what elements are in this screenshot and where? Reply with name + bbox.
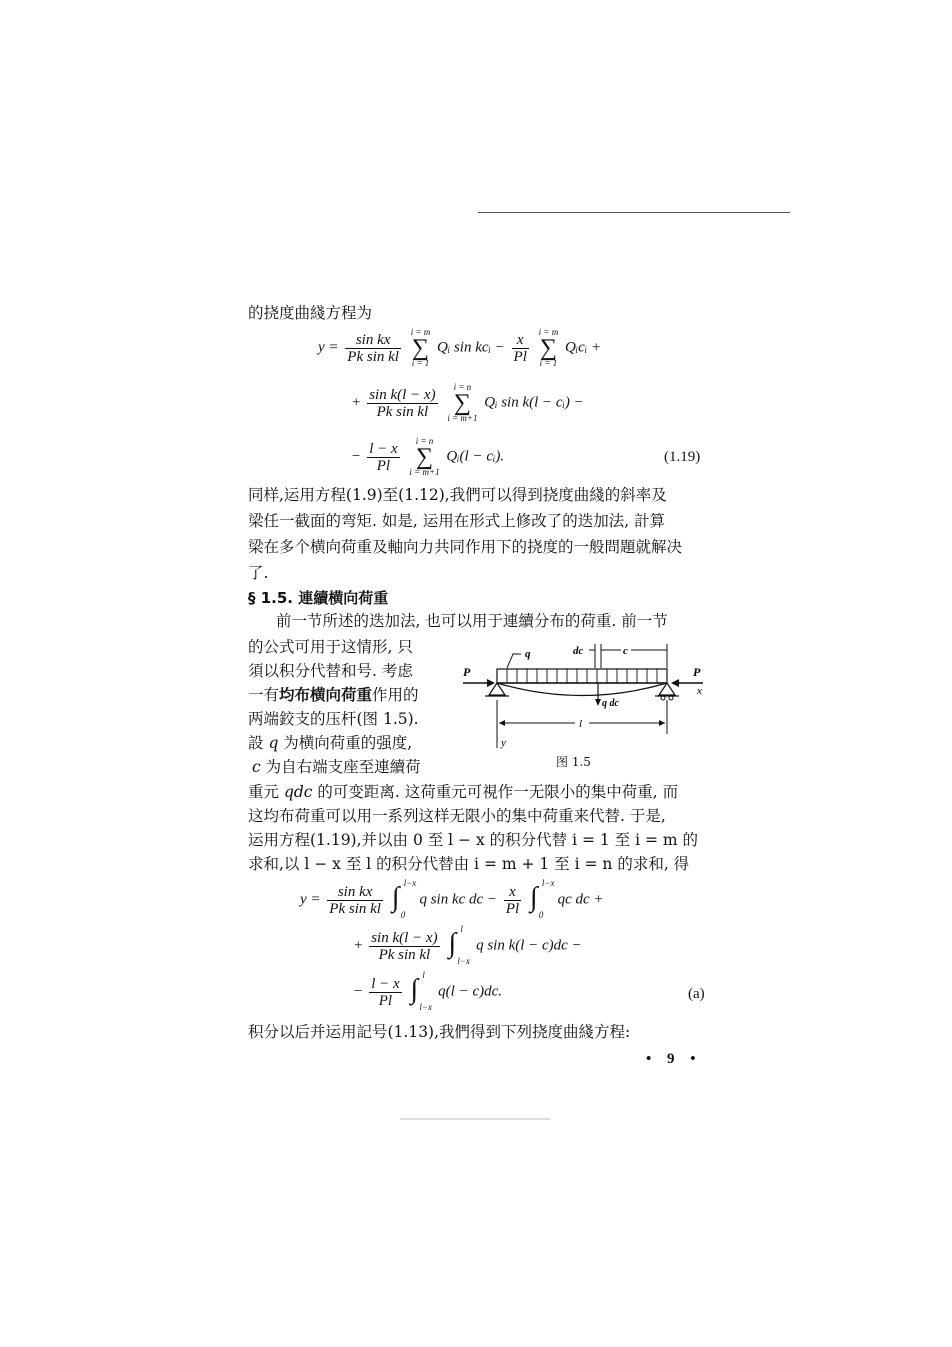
- text-line: 設 q 为横向荷重的强度,: [248, 734, 413, 752]
- text-line: 梁在多个横向荷重及軸向力共同作用下的挠度的一般問題就解决: [248, 538, 683, 556]
- deflection-curve: [497, 683, 667, 696]
- integral-sign: ∫ l−x 0: [391, 878, 417, 920]
- eq-row-1: y = $\frac{\text{sin kx}}{\text{Pk sin kl}}$ i = m ∑ i = 1 Qᵢ sin kcᵢ − $\frac{x}{Pl}$ i = m ∑ i = 1 Qᵢcᵢ +: [318, 327, 602, 368]
- text-line: 一有均布横向荷重作用的: [248, 686, 419, 704]
- scan-artifact: [400, 1118, 550, 1120]
- eq-row-1: y = $\frac{\text{sin kx}}{\text{Pk sin kl}}$ ∫ l−x 0 q sin kc dc − $\frac{x}{Pl}$ ∫ l−x 0 qc dc +: [300, 878, 604, 920]
- text-line: 了.: [248, 564, 269, 582]
- svg-text:y: y: [501, 737, 506, 749]
- text-line: 积分以后并运用記号(1.13),我們得到下列挠度曲綫方程:: [248, 1023, 631, 1041]
- svg-text:P: P: [693, 665, 701, 679]
- text-line: 运用方程(1.19),并以由 0 至 l − x 的积分代替 i = 1 至 i = m 的: [248, 831, 699, 849]
- load-hatching: [507, 669, 657, 683]
- beam-load-block: [497, 669, 667, 683]
- text-line: 須以积分代替和号. 考虑: [248, 662, 413, 680]
- svg-text:l: l: [579, 718, 583, 730]
- text-line: c 为自右端支座至連續荷: [252, 758, 421, 776]
- section-heading: § 1.5. 連續横向荷重: [248, 589, 389, 607]
- text-line: 求和,以 l − x 至 l 的积分代替由 i = m + 1 至 i = n 的求和, 得: [248, 855, 690, 873]
- text-line: 两端鉸支的压杆(图 1.5).: [248, 710, 419, 728]
- sum-sign: i = n ∑ i = m+1: [409, 436, 440, 477]
- figure-caption: 图 1.5: [556, 755, 591, 769]
- sum-sign: i = m ∑ i = 1: [538, 327, 559, 368]
- header-rule: [478, 212, 790, 213]
- text-line: 这均布荷重可以用一系列这样无限小的集中荷重来代替. 于是,: [248, 807, 666, 825]
- eq-row-3: − $\frac{l - x}{Pl}$ i = n ∑ i = m+1 Qᵢ(l − cᵢ).: [352, 436, 505, 477]
- eq-row-3: − $\frac{l - x}{Pl}$ ∫ l l−x q(l − c)dc.: [354, 970, 503, 1012]
- equation-number: (a): [688, 986, 705, 1002]
- svg-text:c: c: [623, 645, 628, 657]
- integral-sign: ∫ l l−x: [410, 970, 432, 1012]
- sum-sign: i = n ∑ i = m+1: [447, 382, 478, 423]
- svg-text:dc: dc: [573, 645, 584, 657]
- page-number: • 9 •: [646, 1051, 702, 1067]
- eq-row-2: + $\frac{\text{sin k(l − x)}}{\text{Pk sin kl}}$ i = n ∑ i = m+1 Qᵢ sin k(l − cᵢ) −: [352, 382, 584, 423]
- integral-sign: ∫ l l−x: [448, 924, 470, 966]
- svg-text:q: q: [525, 648, 531, 660]
- text-line: 前一节所述的迭加法, 也可以用于連續分布的荷重. 前一节: [276, 612, 668, 630]
- text-line: 重元 qdc 的可变距离. 这荷重元可視作一无限小的集中荷重, 而: [248, 783, 679, 801]
- integral-sign: ∫ l−x 0: [529, 878, 555, 920]
- text-line: 梁任一截面的弯矩. 如是, 运用在形式上修改了的迭加法, 計算: [248, 512, 666, 530]
- svg-text:x: x: [697, 685, 702, 697]
- equation-number: (1.19): [664, 449, 701, 465]
- text-line: 同样,运用方程(1.9)至(1.12),我們可以得到挠度曲綫的斜率及: [248, 486, 667, 504]
- text-line: 的公式可用于这情形, 只: [248, 638, 413, 656]
- eq-row-2: + $\frac{\text{sin k(l − x)}}{\text{Pk sin kl}}$ ∫ l l−x q sin k(l − c)dc −: [354, 924, 582, 966]
- sum-sign: i = m ∑ i = 1: [410, 327, 431, 368]
- svg-text:q dc: q dc: [602, 698, 619, 709]
- svg-text:P: P: [463, 665, 471, 679]
- text-line: 的挠度曲綫方程为: [248, 304, 373, 322]
